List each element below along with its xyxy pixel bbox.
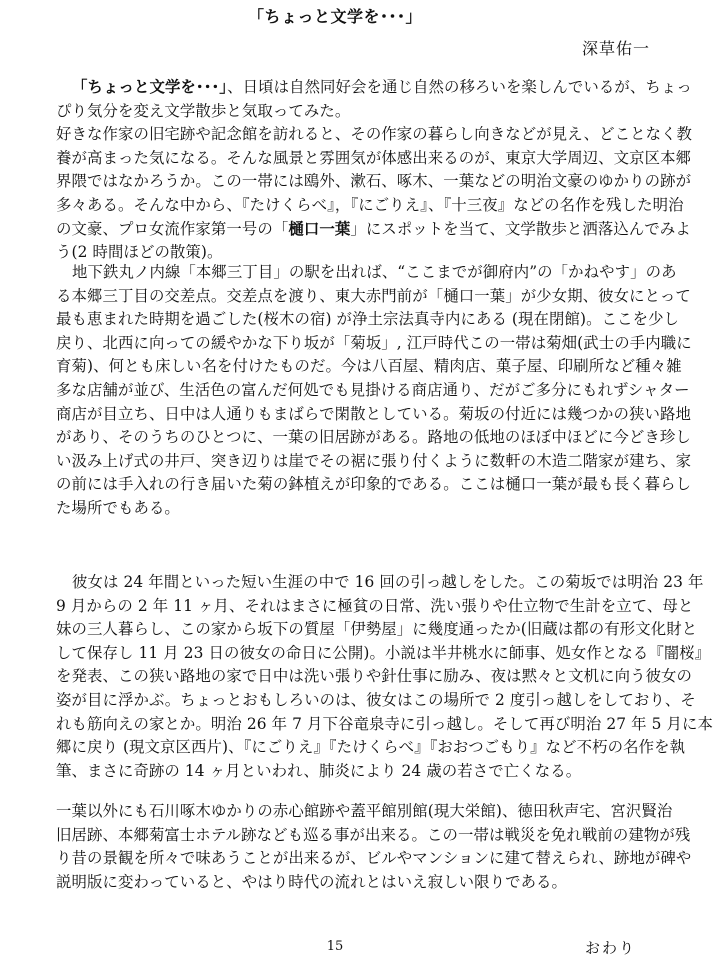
line-text: る本郷三丁目の交差点。交差点を渡り、東大赤門前が「樋口一葉」が少女期、彼女にとって: [56, 286, 691, 305]
text-line: [56, 736, 686, 760]
text-line: [56, 170, 692, 194]
author-name: 深草佑一: [581, 39, 650, 58]
text-line: [56, 403, 691, 427]
paragraph-other-sites: [56, 800, 692, 894]
line-text: 彼女は 24 年間といった短い生涯の中で 16 回の引っ越しをした。この菊坂では明治 23 年: [72, 573, 704, 591]
text-line: [56, 123, 693, 147]
line-text: 商店が目立ち、日中は人通りもまばらで閑散としている。菊坂の付近には幾つかの狭い路地: [56, 404, 691, 423]
text-line: [56, 618, 698, 642]
line-text: して保存し 11 月 23 日の彼女の命日に公開)。小説は半井桃水に師事、処女作となる『闇桜』: [56, 643, 711, 662]
text-line: [56, 595, 694, 619]
line-text: 好きな作家の旧宅跡や記念館を訪れると、その作家の暮らし向きなどが見え、どことなく教: [56, 125, 693, 144]
text-line: [56, 760, 656, 784]
closing-text: おわり: [584, 939, 636, 957]
text-line: [56, 218, 691, 242]
text-line: [56, 824, 691, 848]
line-text: 説明版に変わっていると、やはり時代の流れとはいえ寂しい限りである。: [56, 872, 568, 891]
text-line: [56, 689, 696, 713]
text-line: [56, 308, 680, 332]
line-text: れも筋向えの家とか。明治 26 年 7 月下谷竜泉寺に引っ越し。そして再び明治 27 年 5 月に本: [56, 714, 713, 733]
text-line: [56, 332, 692, 356]
text-line: [56, 871, 656, 895]
line-text: 戻り、北西に向っての緩やかな下り坂が「菊坂」, 江戸時代この一帯は菊畑(武士の手内職に: [56, 333, 692, 352]
line-text: 郷に戻り (現文京区西片)、『にごりえ』『たけくらべ』『おおつごもり』など不朽の名作を執: [56, 738, 686, 757]
line-text: ぴり気分を変え文学散歩と気取ってみた。: [56, 101, 351, 120]
line-text: 、日頃は自然同好会を通じ自然の移ろいを楽しんでいるが、ちょっ: [227, 78, 692, 96]
text-line: [56, 194, 684, 218]
text-line: [56, 665, 693, 689]
line-text: 一葉以外にも石川啄木ゆかりの赤心館跡や蓋平館別館(現大栄館)、徳田秋声宅、宮沢賢治: [56, 802, 673, 820]
text-line: [56, 76, 692, 100]
essay-title: 「ちょっと文学を･･･」: [247, 7, 422, 26]
text-line: [56, 355, 682, 379]
text-line: [56, 847, 692, 871]
line-text: の文豪、プロ女流作家第一号の「: [56, 219, 289, 238]
bold-author-name: 樋口一葉: [288, 219, 351, 238]
line-text: 妹の三人暮らし、この家から坂下の質屋「伊勢屋」に幾度通ったか(旧蔵は都の有形文化財と: [56, 620, 698, 639]
line-text: う(2 時間ほどの散策)。: [56, 243, 223, 262]
text-line: [56, 473, 692, 497]
text-line: [56, 571, 704, 595]
text-line: [56, 800, 673, 824]
text-line: [56, 285, 691, 309]
line-text-continued: 」にスポットを当て、文学散歩と洒落込んでみよ: [350, 219, 691, 238]
line-text: り昔の景観を所々で味あうことが出来るが、ビルやマンションに建て替えられ、跡地が碑や: [56, 849, 692, 868]
line-text: 最も恵まれた時期を過ごした(桜木の宿) が浄土宗法真寺内にある (現在閉館)。ここを少し: [56, 310, 680, 329]
text-line: [56, 261, 677, 285]
line-text: い汲み上げ式の井戸、突き辺りは崖でその裾に張り付くように数軒の木造二階家が建ち、家: [56, 451, 692, 470]
line-text: があり、そのうちのひとつに、一葉の旧居跡がある。路地の低地のほぼ中ほどに今どき珍し: [56, 428, 691, 447]
line-text: の前には手入れの行き届いた菊の鉢植えが印象的である。ここは樋口一葉が最も長く暮らし: [56, 475, 692, 494]
line-text: 育菊)、何とも床しい名を付けたものだ。今は八百屋、精肉店、菓子屋、印刷所など種々雑: [56, 357, 682, 376]
text-line: [56, 713, 713, 737]
paragraph-kikuzaka: [56, 261, 692, 521]
text-line: [56, 379, 690, 403]
paragraph-ichiyo-life: [56, 571, 713, 783]
text-line: [56, 450, 692, 474]
line-text: 9 月からの 2 年 11 ヶ月、それはまさに極貧の日常、洗い張りや仕立物で生計を立て、母と: [56, 596, 694, 615]
line-text: 姿が目に浮かぶ。ちょっとおもしろいのは、彼女はこの場所で 2 度引っ越しをしており、そ: [56, 690, 696, 709]
text-line: [56, 426, 691, 450]
line-text: 養が高まった気になる。そんな風景と雰囲気が体感出来るのが、東京大学周辺、文京区本郷: [56, 148, 692, 167]
text-line: [56, 642, 711, 666]
line-text: を発表、この狭い路地の家で日中は洗い張りや針仕事に励み、夜は黙々と文机に向う彼女の: [56, 667, 693, 686]
paragraph-intro: [56, 76, 693, 265]
text-line: [56, 497, 656, 521]
line-text: 地下鉄丸ノ内線「本郷三丁目」の駅を出れば、“ここまでが御府内”の「かねやす」のあ: [72, 263, 677, 281]
line-text: 多な店舗が並び、生活色の富んだ何処でも見掛ける商店通り、だがご多分にもれずシャター: [56, 380, 690, 399]
text-line: [56, 147, 692, 171]
line-text: 旧居跡、本郷菊富士ホテル跡なども巡る事が出来る。この一帯は戦災を免れ戦前の建物が残: [56, 825, 691, 844]
line-text: 多々ある。そんな中から、『たけくらべ』，『にごりえ』、『十三夜』などの名作を残した明治: [56, 195, 684, 214]
line-text: 界隈ではなかろうか。この一帯には鴎外、漱石、啄木、一葉などの明治文豪のゆかりの跡が: [56, 172, 692, 191]
line-text: た場所でもある。: [56, 498, 180, 517]
page-number: 15: [326, 939, 344, 954]
bold-title-reference: 「ちょっと文学を･･･」: [72, 78, 228, 96]
text-line: [56, 100, 656, 124]
line-text: 筆、まさに奇跡の 14 ヶ月といわれ、肺炎により 24 歳の若さで亡くなる。: [56, 761, 582, 780]
